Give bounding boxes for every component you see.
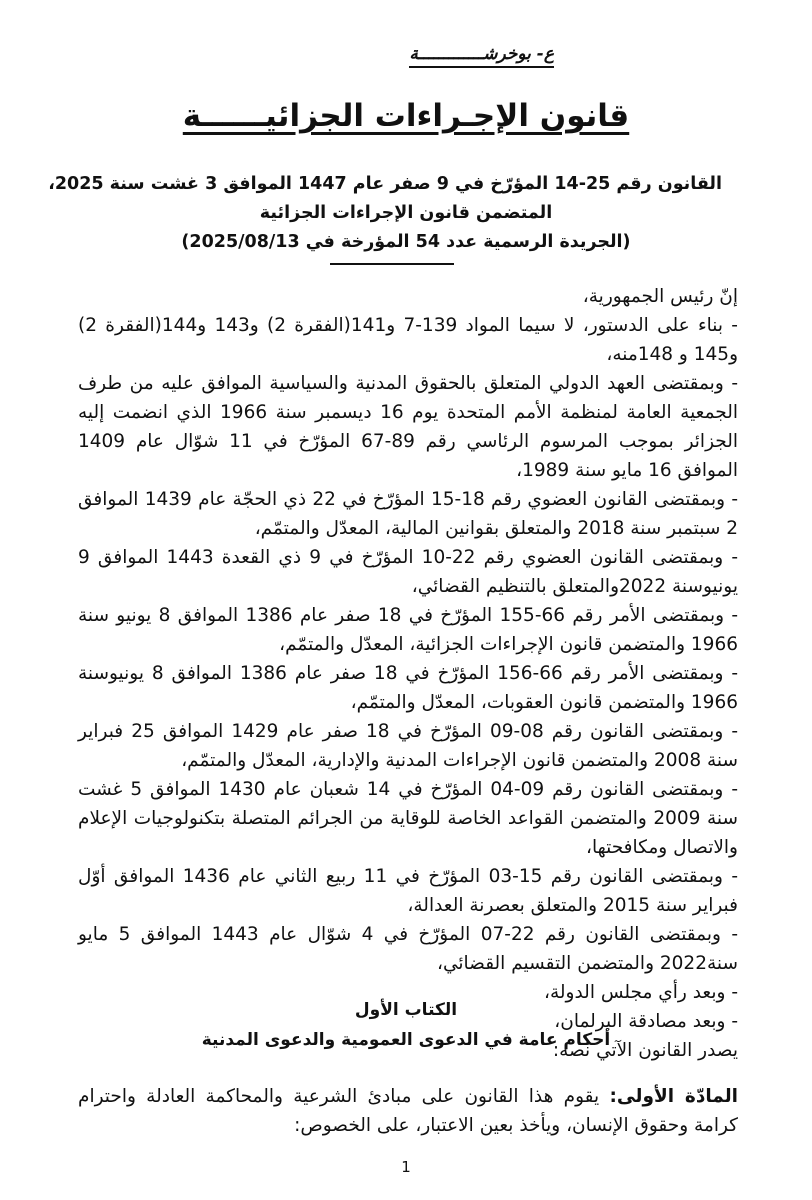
gazette-reference-line: (الجريدة الرسمية عدد 54 المؤرخة في 2025/08/13) <box>181 232 631 252</box>
book-title: الكتاب الأول <box>354 1000 458 1020</box>
law-reference-line: القانون رقم 25-14 المؤرّخ في 9 صفر عام 1447 الموافق 3 غشت سنة 2025، <box>48 174 722 194</box>
law-subject-line: المتضمن قانون الإجراءات الجزائية <box>259 203 553 223</box>
preamble-paragraph: - وبمقتضى القانون العضوي رقم 22-10 المؤرّخ في 9 ذي القعدة 1443 الموافق 9 يونيوسنة 2022والمتعلق بالتنظيم القضائي، <box>78 547 739 597</box>
preamble-paragraph: - وبمقتضى القانون رقم 22-07 المؤرّخ في 4 شوّال عام 1443 الموافق 5 مايو سنة2022 والمتضمن التقسيم القضائي، <box>78 924 738 974</box>
article-1 <box>78 1082 738 1140</box>
preamble-paragraph: - وبمقتضى العهد الدولي المتعلق بالحقوق المدنية والسياسية الموافق عليه من طرف الجمعية العامة لمنظمة الأمم المتحدة يوم 16 ديسمبر سنة 1966 الذي انضمت إليه الجزائر بموجب المرسوم الرئاسي رقم 89-67 المؤرّخ في 11 شوّال عام 1409 الموافق 16 مايو سنة 1989، <box>78 373 738 481</box>
preamble-paragraph: يصدر القانون الآتي نصه: <box>552 1040 738 1061</box>
preamble-paragraph: - وبمقتضى الأمر رقم 66-156 المؤرّخ في 18 صفر عام 1386 الموافق 8 يونيوسنة 1966 والمتضمن قانون العقوبات، المعدّل والمتمّم، <box>78 663 738 713</box>
preamble-paragraph: - وبمقتضى القانون رقم 08-09 المؤرّخ في 18 صفر عام 1429 الموافق 25 فبراير سنة 2008 والمتضمن قانون الإجراءات المدنية والإدارية، المعدّل والمتمّم، <box>78 721 739 771</box>
preamble-paragraph: - وبعد رأي مجلس الدولة، <box>544 982 738 1003</box>
preamble-paragraph: - وبمقتضى الأمر رقم 66-155 المؤرّخ في 18 صفر عام 1386 الموافق 8 يونيو سنة 1966 والمتضمن قانون الإجراءات الجزائية، المعدّل والمتمّم، <box>78 605 739 655</box>
article-label: المادّة الأولى: <box>609 1086 738 1107</box>
preamble-paragraph: - وبعد مصادقة البرلمان، <box>554 1011 738 1032</box>
article-text: يقوم هذا القانون على مبادئ الشرعية والمحاكمة العادلة واحترام كرامة وحقوق الإنسان، ويأخذ بعين الاعتبار، على الخصوص: <box>78 1086 738 1136</box>
law-subheader <box>48 170 722 257</box>
separator-line <box>330 263 454 265</box>
preamble-paragraph: - وبمقتضى القانون العضوي رقم 18-15 المؤرّخ في 22 ذي الحجّة عام 1439 الموافق 2 سبتمبر سنة 2018 والمتعلق بقوانين المالية، المعدّل والمتمّم، <box>78 489 738 539</box>
preamble-paragraph: - وبمقتضى القانون رقم 15-03 المؤرّخ في 11 ربيع الثاني عام 1436 الموافق أوّل فبراير سنة 2015 والمتعلق بعصرنة العدالة، <box>78 866 738 916</box>
preamble-paragraph: - وبمقتضى القانون رقم 09-04 المؤرّخ في 14 شعبان عام 1430 الموافق 5 غشت سنة 2009 والمتضمن القواعد الخاصة للوقاية من الجرائم المتصلة بتكنولوجيات الإعلام والاتصال ومكافحتها، <box>78 779 738 858</box>
page-title: قانون الإجـراءات الجزائيــــــة <box>182 98 630 134</box>
signature: ع- بوخرشـــــــــــــة <box>409 44 554 68</box>
book-subtitle: أحكام عامة في الدعوى العمومية والدعوى المدنية <box>201 1030 611 1050</box>
preamble <box>78 282 738 1065</box>
page-number: 1 <box>401 1158 411 1176</box>
book-heading <box>0 995 812 1055</box>
preamble-paragraph: - بناء على الدستور، لا سيما المواد 139-7 و141(الفقرة 2) و143 و144(الفقرة 2) و145 و 148منه، <box>78 315 738 365</box>
preamble-paragraph: إنّ رئيس الجمهورية، <box>582 286 738 307</box>
